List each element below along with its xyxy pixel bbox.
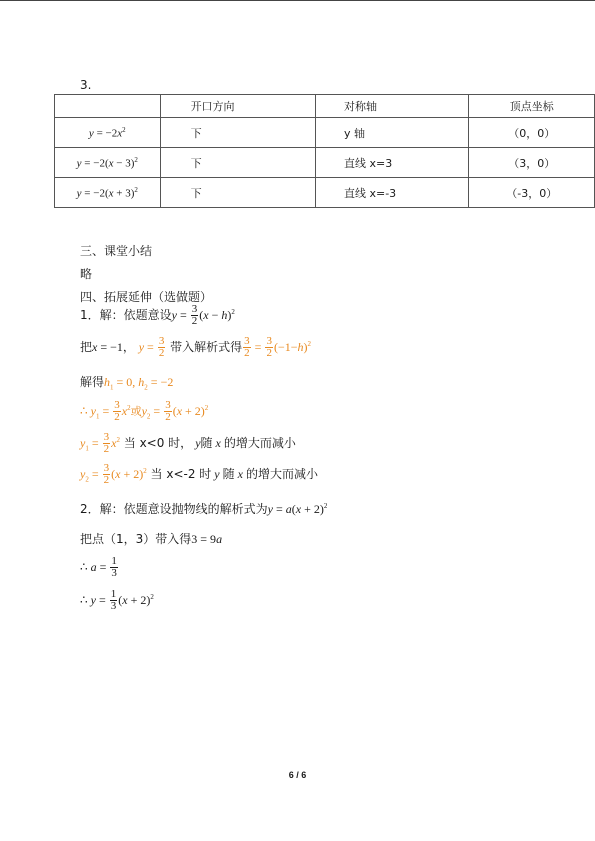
p2-point-line: 把点（1，3）带入得3 = 9a	[80, 532, 223, 546]
p2-point-text: 把点（1，3）带入得	[80, 532, 192, 546]
table-header-axis: 对称轴	[315, 95, 468, 118]
table-header-vertex: 顶点坐标	[469, 95, 595, 118]
summary-heading: 三、课堂小结	[80, 244, 153, 258]
p1-result-line: ∴ $y_1$ = $\frac{3}{2}$ $x^2$或$y_2$ = $\frac{3}{2}$ $(x + 2)^2$	[80, 399, 209, 423]
p1-case1-text: 当 x<0 时，	[123, 436, 193, 450]
table-direction-cell: 下	[160, 148, 315, 178]
fraction: $\frac{3}{2}$	[191, 303, 198, 327]
table-header-direction: 开口方向	[160, 95, 315, 118]
table-formula-cell: $y = -2x^2$	[55, 118, 161, 148]
table-header-row	[55, 95, 595, 118]
table-row	[55, 118, 595, 148]
table-formula-cell: $y = -2(x - 3)^2$	[55, 148, 161, 178]
p1-or-word: 或	[130, 405, 142, 418]
p1-case2-text: 当 x<-2 时	[150, 467, 212, 481]
table-vertex-cell: （3，0）	[469, 148, 595, 178]
p1-substitute-line: 把x = −1， y = $\frac{3}{2}$ 带入解析式得 $\frac{3}{2}$ = $\frac{3}{2}$ $(-1-h)^2$	[80, 335, 311, 359]
parabola-properties-table	[54, 94, 595, 208]
table-axis-cell: 直线 x=-3	[315, 178, 468, 208]
p2-a-line: ∴ a = $\frac{1}{3}$	[80, 555, 117, 579]
p1-case2-line: $y_2$ = $\frac{3}{2}$ $(x + 2)^2$ 当 x<-2 时 y 随 x 的增大而减小	[80, 462, 318, 486]
p1-trend-mid: 随	[200, 436, 213, 450]
p1-trend-mid: 随	[222, 467, 235, 481]
table-axis-cell: y 轴	[315, 118, 468, 148]
section-number: 3.	[80, 78, 92, 92]
p2-answer-line: ∴ y = $\frac{1}{3}$ $(x + 2)^2$	[80, 588, 154, 612]
page-number: 6 / 6	[288, 770, 307, 780]
table-header-cell-empty	[55, 95, 161, 118]
extension-heading: 四、拓展延伸（选做题）	[80, 290, 213, 304]
page-top-rule	[0, 0, 595, 1]
p1-case1-line: $y_1$ = $\frac{3}{2}$ $x^2$ 当 x<0 时， y随 x 的增大而减小	[80, 431, 296, 455]
table-direction-cell: 下	[160, 178, 315, 208]
table-vertex-cell: （-3，0）	[469, 178, 595, 208]
p1-solve-prefix: 解得	[80, 375, 105, 389]
table-axis-cell: 直线 x=3	[315, 148, 468, 178]
p2-intro: 2．解：依题意设抛物线的解析式为	[80, 502, 268, 516]
table-row	[55, 178, 595, 208]
p1-substitute-prefix: 把	[80, 340, 93, 354]
table-row	[55, 148, 595, 178]
p1-solve-line: 解得$h_1 = 0$, $h_2 = -2$	[80, 375, 174, 392]
summary-body: 略	[80, 267, 93, 281]
p1-trend-end: 的增大而减小	[223, 436, 296, 450]
p1-intro: 1．解：依题意设	[80, 308, 172, 322]
p1-setup-line: 1．解：依题意设y = $\frac{3}{2}$ $(x - h)^2$	[80, 303, 235, 327]
p1-trend-end: 的增大而减小	[245, 467, 318, 481]
p2-setup-line: 2．解：依题意设抛物线的解析式为$y = a(x + 2)^2$	[80, 502, 328, 516]
table-formula-cell: $y = -2(x + 3)^2$	[55, 178, 161, 208]
table-direction-cell: 下	[160, 118, 315, 148]
table-vertex-cell: （0，0）	[469, 118, 595, 148]
p1-substitute-mid: 带入解析式得	[170, 340, 243, 354]
